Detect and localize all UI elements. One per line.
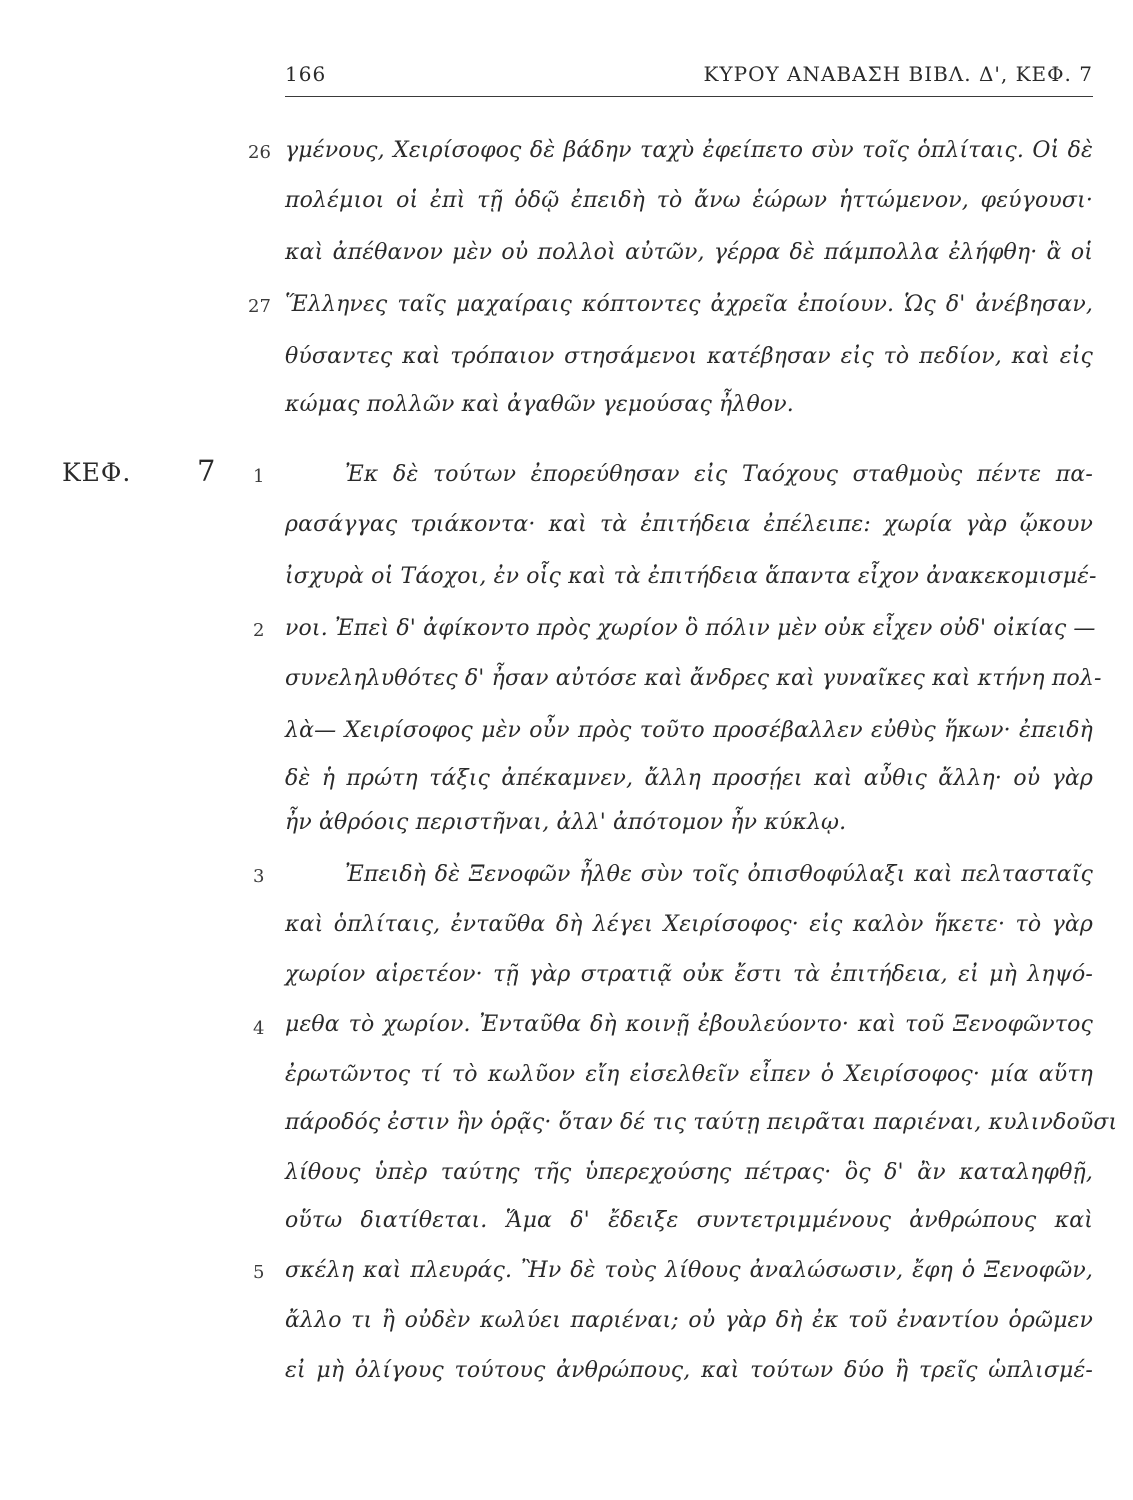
page-header [285, 62, 1093, 97]
chapter-label: ΚΕΦ. [62, 458, 132, 487]
chapter-marker [62, 454, 216, 488]
text-line: μεθα τὸ χωρίον. Ἐνταῦθα δὴ κοινῇ ἐβουλεύοντο· καὶ τοῦ Ξενοφῶντος [285, 1012, 1093, 1037]
text-line: λὰ— Χειρίσοφος μὲν οὖν πρὸς τοῦτο προσέβαλλεν εὐθὺς ἥκων· ἐπειδὴ [285, 718, 1093, 743]
section-number: 3 [253, 866, 265, 887]
chapter-number: 7 [197, 454, 216, 488]
text-line: χωρίον αἱρετέον· τῇ γὰρ στρατιᾷ οὐκ ἔστι τὰ ἐπιτήδεια, εἰ μὴ ληψό- [285, 962, 1093, 987]
text-line: καὶ ὁπλίταις, ἐνταῦθα δὴ λέγει Χειρίσοφος· εἰς καλὸν ἥκετε· τὸ γὰρ [285, 912, 1093, 937]
section-number: 1 [253, 466, 265, 487]
text-line: καὶ ἀπέθανον μὲν οὐ πολλοὶ αὐτῶν, γέρρα δὲ πάμπολλα ἐλήφθη· ἃ οἱ [285, 240, 1093, 265]
text-line: Ἕλληνες ταῖς μαχαίραις κόπτοντες ἀχρεῖα ἐποίουν. Ὡς δ' ἀνέβησαν, [285, 292, 1093, 317]
section-number: 27 [248, 296, 271, 317]
text-line: κώμας πολλῶν καὶ ἀγαθῶν γεμούσας ἦλθον. [285, 392, 794, 417]
text-line: πολέμιοι οἱ ἐπὶ τῇ ὁδῷ ἐπειδὴ τὸ ἄνω ἑώρων ἡττώμενον, φεύγουσι· [285, 188, 1093, 213]
text-line: σκέλη καὶ πλευράς. Ἢν δὲ τοὺς λίθους ἀναλώσωσιν, ἔφη ὁ Ξενοφῶν, [285, 1258, 1093, 1283]
text-line: θύσαντες καὶ τρόπαιον στησάμενοι κατέβησαν εἰς τὸ πεδίον, καὶ εἰς [285, 344, 1093, 369]
text-line: ἦν ἀθρόοις περιστῆναι, ἀλλ' ἀπότομον ἦν κύκλῳ. [285, 810, 847, 835]
running-head: ΚΥΡΟΥ ΑΝΑΒΑΣΗ ΒΙΒΛ. Δ', ΚΕΦ. 7 [703, 62, 1093, 86]
section-number: 26 [248, 142, 271, 163]
text-line: Ἐπειδὴ δὲ Ξενοφῶν ἦλθε σὺν τοῖς ὀπισθοφύλαξι καὶ πελτασταῖς [345, 862, 1093, 887]
page-number: 166 [285, 62, 327, 86]
text-line: οὕτω διατίθεται. Ἅμα δ' ἔδειξε συντετριμμένους ἀνθρώπους καὶ [285, 1208, 1093, 1233]
text-line: πάροδός ἐστιν ἣν ὁρᾷς· ὅταν δέ τις ταύτῃ πειρᾶται παριέναι, κυλινδοῦσι [285, 1110, 1118, 1135]
text-line: δὲ ἡ πρώτη τάξις ἀπέκαμνεν, ἄλλη προσῄει καὶ αὖθις ἄλλη· οὐ γὰρ [285, 766, 1093, 791]
text-line: ρασάγγας τριάκοντα· καὶ τὰ ἐπιτήδεια ἐπέλειπε: χωρία γὰρ ᾤκουν [285, 512, 1093, 537]
section-number: 5 [253, 1262, 265, 1283]
section-number: 2 [253, 620, 265, 641]
section-number: 4 [253, 1018, 265, 1039]
text-line: νοι. Ἐπεὶ δ' ἀφίκοντο πρὸς χωρίον ὃ πόλιν μὲν οὐκ εἶχεν οὐδ' οἰκίας — [285, 616, 1096, 641]
text-line: ἰσχυρὰ οἱ Τάοχοι, ἐν οἷς καὶ τὰ ἐπιτήδεια ἅπαντα εἶχον ἀνακεκομισμέ- [285, 564, 1097, 589]
text-line: εἰ μὴ ὀλίγους τούτους ἀνθρώπους, καὶ τούτων δύο ἢ τρεῖς ὡπλισμέ- [285, 1358, 1093, 1383]
text-line: γμένους, Χειρίσοφος δὲ βάδην ταχὺ ἐφείπετο σὺν τοῖς ὁπλίταις. Οἱ δὲ [285, 138, 1093, 163]
text-line: συνεληλυθότες δ' ἦσαν αὐτόσε καὶ ἄνδρες καὶ γυναῖκες καὶ κτήνη πολ- [285, 666, 1102, 691]
text-line: ἐρωτῶντος τί τὸ κωλῦον εἴη εἰσελθεῖν εἶπεν ὁ Χειρίσοφος· μία αὕτη [285, 1062, 1093, 1087]
text-line: λίθους ὑπὲρ ταύτης τῆς ὑπερεχούσης πέτρας· ὃς δ' ἂν καταληφθῇ, [285, 1160, 1093, 1185]
text-line: ἄλλο τι ἢ οὐδὲν κωλύει παριέναι; οὐ γὰρ δὴ ἐκ τοῦ ἐναντίου ὁρῶμεν [285, 1308, 1093, 1333]
text-line: Ἐκ δὲ τούτων ἐπορεύθησαν εἰς Ταόχους σταθμοὺς πέντε πα- [345, 462, 1093, 487]
